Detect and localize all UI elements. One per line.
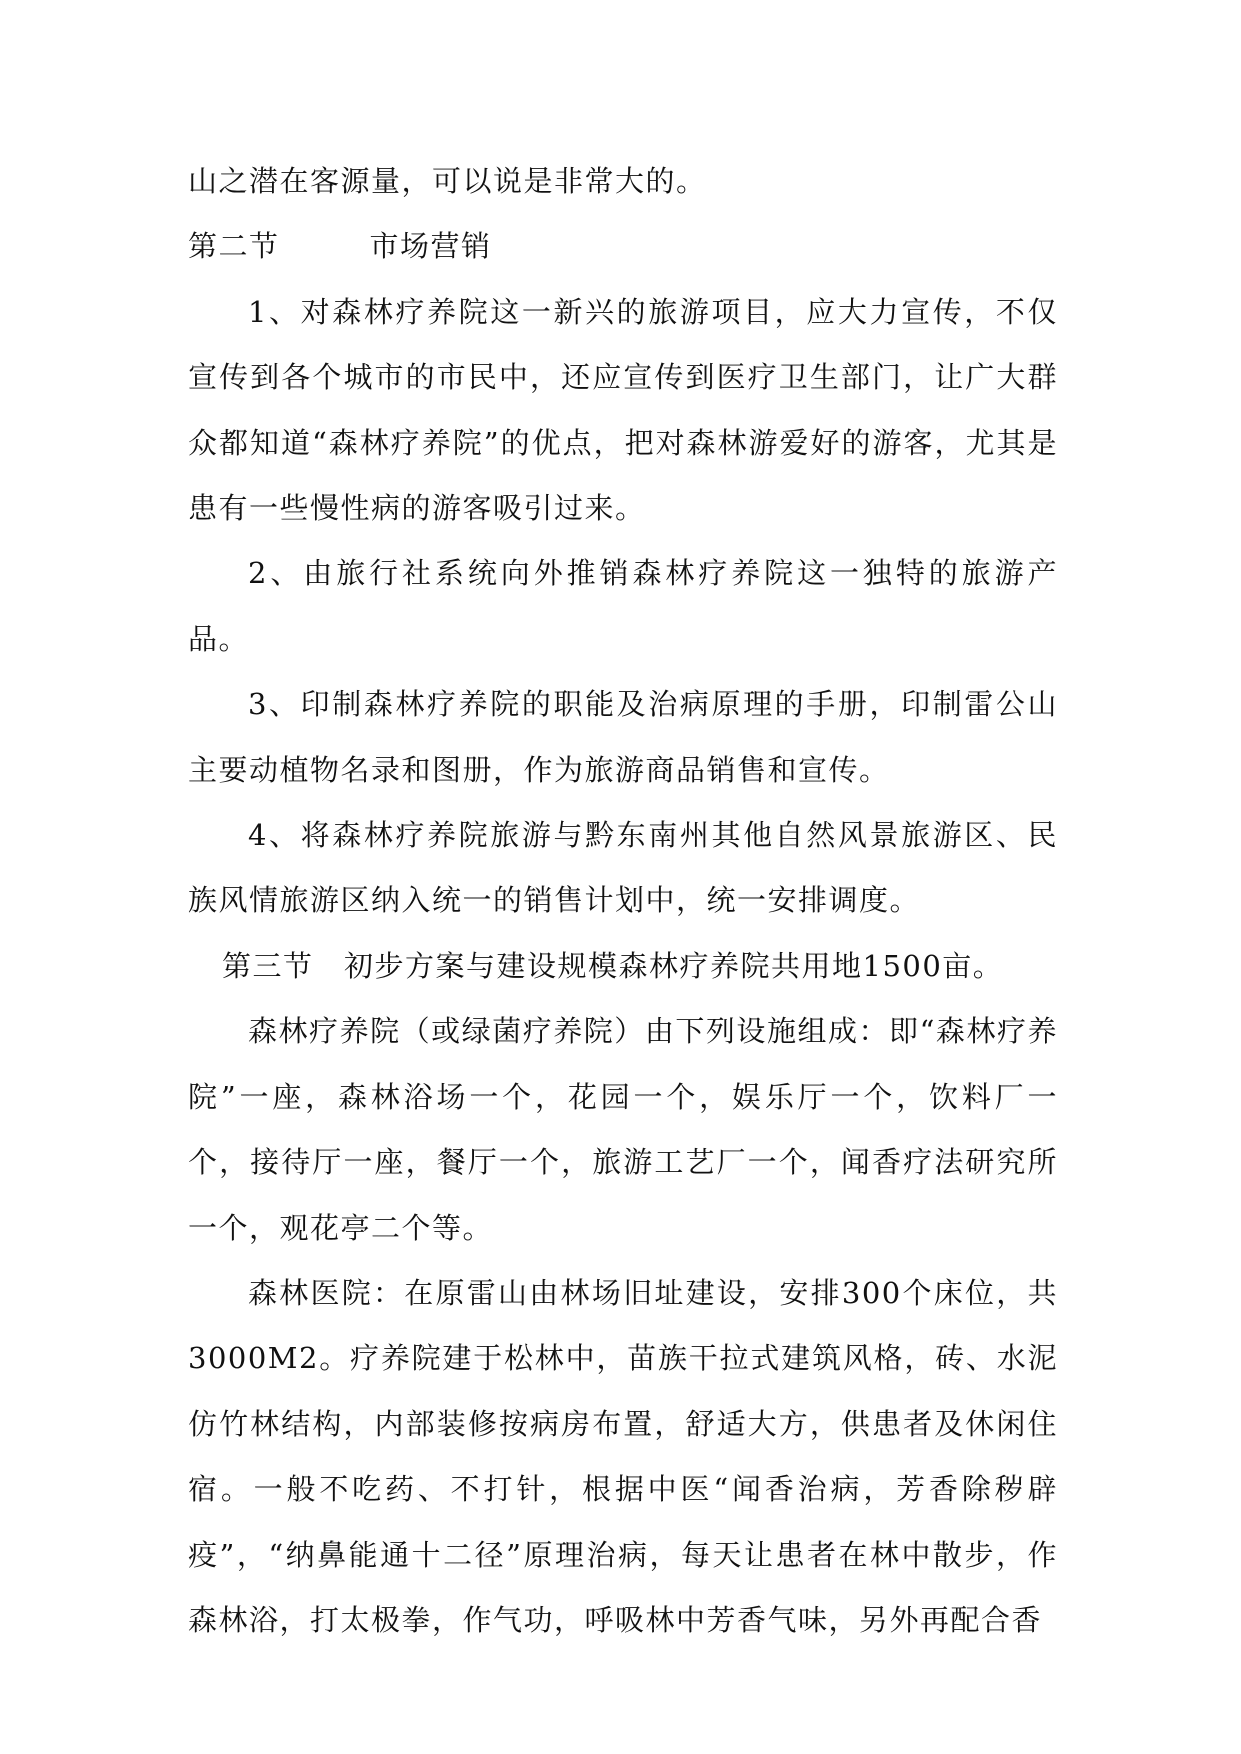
- section-number: 第二节: [188, 229, 280, 264]
- section-title: 市场营销: [369, 229, 492, 264]
- document-page: [188, 149, 1058, 1653]
- paragraph-forest-hospital: 森林医院：在原雷山由林场旧址建设，安排300个床位，共3000M2。疗养院建于松林中，苗族干拉式建筑风格，砖、水泥仿竹林结构，内部装修按病房布置，舒适大方，供患者及休闲住宿。一般不吃药、不打针，根据中医“闻香治病，芳香除秽辟疫”，“纳鼻能通十二径”原理治病，每天让患者在林中散步，作森林浴，打太极拳，作气功，呼吸林中芳香气味，另外再配合香: [188, 1275, 1058, 1637]
- section-heading-2: [188, 214, 1058, 279]
- paragraph-item-2: 2、由旅行社系统向外推销森林疗养院这一独特的旅游产品。: [188, 556, 1058, 656]
- paragraph-item-1: 1、对森林疗养院这一新兴的旅游项目，应大力宣传，不仅宣传到各个城市的市民中，还应宣传到医疗卫生部门，让广大群众都知道“森林疗养院”的优点，把对森林游爱好的游客，尤其是患有一些慢性病的游客吸引过来。: [188, 294, 1058, 526]
- paragraph-item-4: 4、将森林疗养院旅游与黔东南州其他自然风景旅游区、民族风情旅游区纳入统一的销售计划中，统一安排调度。: [188, 818, 1058, 918]
- paragraph-item-3: 3、印制森林疗养院的职能及治病原理的手册，印制雷公山主要动植物名录和图册，作为旅游商品销售和宣传。: [188, 687, 1058, 787]
- paragraph-facilities: 森林疗养院（或绿菌疗养院）由下列设施组成：即“森林疗养院”一座，森林浴场一个，花园一个，娱乐厅一个，饮料厂一个，接待厅一座，餐厅一个，旅游工艺厂一个，闻香疗法研究所一个，观花亭二个等。: [188, 1014, 1058, 1245]
- paragraph-continuation: 山之潜在客源量，可以说是非常大的。: [188, 164, 707, 198]
- section-heading-3: 第三节 初步方案与建设规模森林疗养院共用地1500亩。: [222, 948, 1004, 983]
